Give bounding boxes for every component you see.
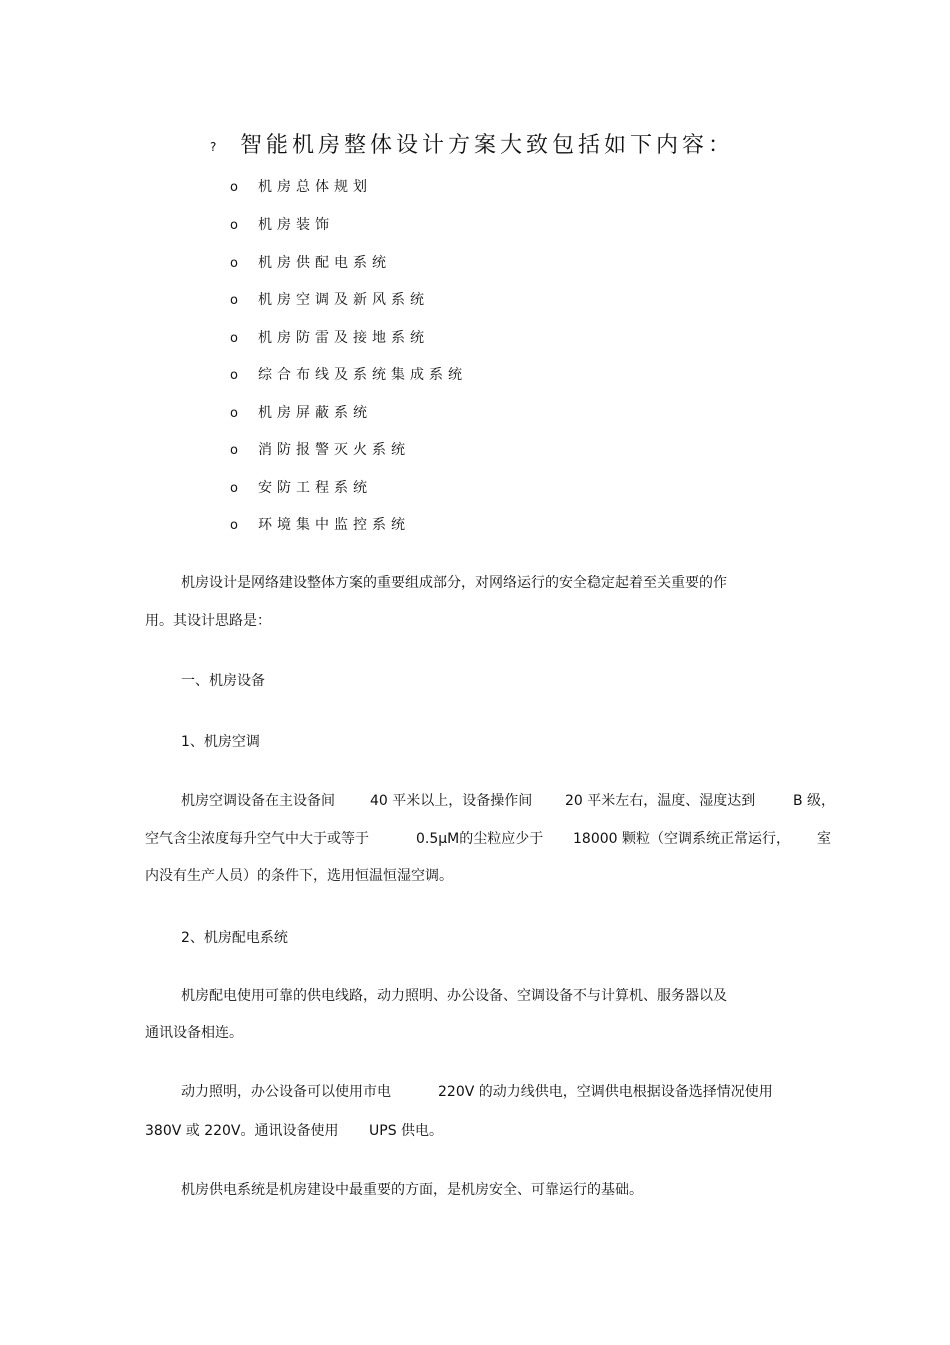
list-bullet: o (230, 481, 238, 496)
heading-marker: ? (210, 140, 217, 154)
list-item: 环境集中监控系统 (258, 517, 410, 533)
paragraph-text: 0.5μM的尘粒应少于 (416, 831, 544, 847)
subsection-heading: 1、机房空调 (181, 734, 260, 750)
paragraph-text: 机房空调设备在主设备间 (181, 793, 335, 809)
paragraph-text: 动力照明，办公设备可以使用市电 (181, 1084, 391, 1100)
paragraph-text: 40 平米以上，设备操作间 (370, 793, 533, 809)
list-bullet: o (230, 406, 238, 421)
paragraph-text: 220V 的动力线供电，空调供电根据设备选择情况使用 (438, 1084, 773, 1100)
paragraph-text: UPS 供电。 (369, 1123, 444, 1139)
list-item: 机房供配电系统 (258, 255, 391, 271)
intro-line-1: 机房设计是网络建设整体方案的重要组成部分，对网络运行的安全稳定起着至关重要的作 (181, 575, 727, 591)
list-bullet: o (230, 180, 238, 195)
list-item: 机房总体规划 (258, 179, 372, 195)
list-bullet: o (230, 256, 238, 271)
intro-line-2: 用。其设计思路是： (145, 613, 271, 629)
list-bullet: o (230, 218, 238, 233)
paragraph-text: 内没有生产人员）的条件下，选用恒温恒湿空调。 (145, 868, 453, 884)
paragraph-text: B 级， (793, 793, 836, 809)
subsection-heading: 2、机房配电系统 (181, 930, 288, 946)
list-bullet: o (230, 293, 238, 308)
list-bullet: o (230, 518, 238, 533)
list-item: 机房屏蔽系统 (258, 405, 372, 421)
list-item: 消防报警灭火系统 (258, 442, 410, 458)
list-item: 机房装饰 (258, 217, 334, 233)
list-item: 综合布线及系统集成系统 (258, 367, 467, 383)
paragraph-text: 空气含尘浓度每升空气中大于或等于 (145, 831, 369, 847)
list-item: 机房防雷及接地系统 (258, 330, 429, 346)
section-heading: 一、机房设备 (181, 673, 265, 689)
list-item: 安防工程系统 (258, 480, 372, 496)
list-bullet: o (230, 368, 238, 383)
list-bullet: o (230, 443, 238, 458)
paragraph-text: 机房配电使用可靠的供电线路，动力照明、办公设备、空调设备不与计算机、服务器以及 (181, 988, 727, 1004)
paragraph-text: 室 (817, 831, 831, 847)
paragraph-text: 18000 颗粒（空调系统正常运行， (573, 831, 790, 847)
list-bullet: o (230, 331, 238, 346)
paragraph-text: 380V 或 220V。通讯设备使用 (145, 1123, 339, 1139)
list-item: 机房空调及新风系统 (258, 292, 429, 308)
paragraph-text: 通讯设备相连。 (145, 1025, 243, 1041)
page-title: 智能机房整体设计方案大致包括如下内容： (240, 133, 735, 158)
paragraph-text: 机房供电系统是机房建设中最重要的方面，是机房安全、可靠运行的基础。 (181, 1182, 643, 1198)
paragraph-text: 20 平米左右，温度、湿度达到 (565, 793, 756, 809)
